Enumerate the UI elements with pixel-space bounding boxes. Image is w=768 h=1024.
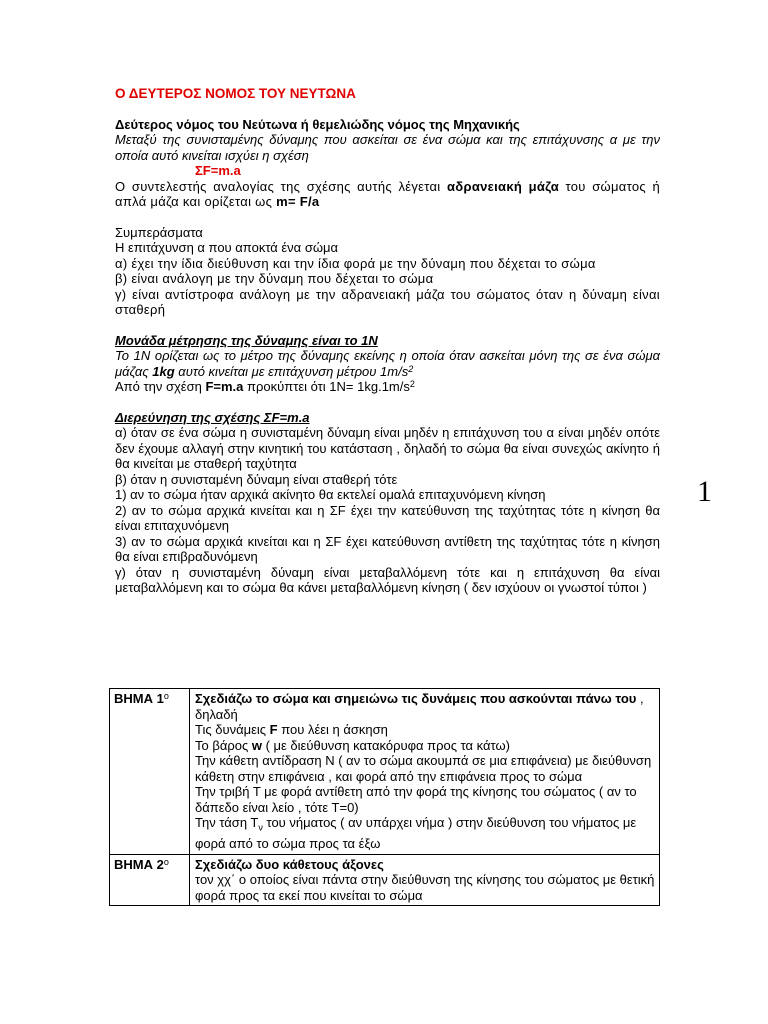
step-content [190,854,660,906]
document-title: Ο ΔΕΥΤΕΡΟΣ ΝΟΜΟΣ ΤΟΥ ΝΕΥΤΩΝΑ [115,86,356,101]
step-line: Την κάθετη αντίδραση Ν ( αν το σώμα ακουμπά σε μια επιφάνεια) με διεύθυνση κάθετη στην επιφάνεια , και φορά από την επιφάνεια προς το σώμα [195,753,652,784]
step-heading: Σχεδιάζω δυο κάθετους άξονες [195,856,384,872]
step-heading: Σχεδιάζω το σώμα και σημειώνω τις δυνάμεις που ασκούνται πάνω του [195,691,637,706]
law-statement: Μεταξύ της συνισταμένης δύναμης που ασκείται σε ένα σώμα και της επιτάχυνσης α με την οποία αυτό κινείται ισχύει η σχέση [115,132,660,163]
conclusions-heading: Συμπεράσματα [115,224,203,240]
unit-derivation: Από την σχέση F=m.a προκύπτει ότι $1N= 1kg.1m/s^2$ [115,379,415,394]
coefficient-paragraph: Ο συντελεστής αναλογίας της σχέσης αυτής λέγεται αδρανειακή μάζα του σώματος ή απλά μάζα και ορίζεται ως m= F/a [115,178,660,209]
analysis-heading: Διερεύνηση της σχέσης ΣF=m.a [115,409,310,425]
analysis-paragraph: 3) αν το σώμα αρχικά κινείται και η ΣF έχει κατεύθυνση αντίθετη της ταχύτητας τότε η κίνηση θα είναι επιβραδυνόμενη [115,533,660,564]
analysis-paragraph: β) όταν η συνισταμένη δύναμη είναι σταθερή τότε [115,471,398,487]
page-number: 1 [697,475,712,508]
analysis-paragraph: γ) όταν η συνισταμένη δύναμη είναι μεταβαλλόμενη τότε και η επιτάχυνση θα είναι μεταβαλλόμενη και το σώμα θα κάνει μεταβαλλόμενη κίνηση ( δεν ισχύουν οι γνωστοί τύποι ) [115,564,660,595]
analysis-paragraph: 1) αν το σώμα ήταν αρχικά ακίνητο θα εκτελεί ομαλά επιταχυνόμενη κίνηση [115,487,546,502]
step-label: ΒΗΜΑ $1^o$ [110,689,190,855]
step-line: τον χχ΄ ο οποίος είναι πάντα στην διεύθυνση της κίνησης του σώματος με θετική φορά προς τα εκεί που κινείται το σώμα [195,872,655,903]
table-row [110,854,660,906]
document-page [115,86,660,596]
table-row [110,689,660,855]
inertial-mass-term: αδρανειακή μάζα [447,178,560,194]
unit-heading: Μονάδα μέτρησης της δύναμης είναι το 1Ν [115,332,378,348]
conclusion-item: γ) είναι αντίστροφα ανάλογη με την αδρανειακή μάζα του σώματος όταν η δύναμη είναι σταθερή [115,286,660,317]
conclusion-item: β) είναι ανάλογη με την δύναμη που δέχεται το σώμα [115,271,434,286]
conclusions-intro: Η επιτάχυνση α που αποκτά ένα σώμα [115,240,338,255]
steps-table [109,688,660,906]
law-heading: Δεύτερος νόμος του Νεύτωνα ή θεμελιώδης νόμος της Μηχανικής [115,116,520,132]
step-line: Το βάρος w ( με διεύθυνση κατακόρυφα προς τα κάτω) [195,737,510,753]
law-formula: ΣF=m.a [195,163,241,178]
analysis-paragraph: α) όταν σε ένα σώμα η συνισταμένη δύναμη είναι μηδέν η επιτάχυνση του α είναι μηδέν οπότε δεν έχουμε αλλαγή στην κινητική του κατάσταση , δηλαδή το σώμα θα είναι συνεχώς ακίνητο ή θα κινείται με σταθερή ταχύτητα [115,425,660,471]
step-line: Την τριβή Τ με φορά αντίθετη από την φορά της κίνησης του σώματος ( αν το δάπεδο είναι λείο , τότε Τ=0) [195,784,637,815]
step-line: Την τάση $T_\nu$ του νήματος ( αν υπάρχει νήμα ) στην διεύθυνση του νήματος με φορά από το σώμα προς τα έξω [195,815,637,852]
step-label: ΒΗΜΑ $2^o$ [110,854,190,906]
unit-definition: Το 1Ν ορίζεται ως το μέτρο της δύναμης εκείνης η οποία όταν ασκείται μόνη της σε ένα σώμα μάζας 1kg αυτό κινείται με επιτάχυνση μέτρου $1m/s^2$ [115,348,660,379]
step-line: Τις δυνάμεις F που λέει η άσκηση [195,722,388,737]
mass-formula: m= F/a [276,194,320,209]
step-content: Σχεδιάζω το σώμα και σημειώνω τις δυνάμεις που ασκούνται πάνω του , δηλαδή Τις δυνάμεις F που λέει η άσκηση Το βάρος w ( με διεύθυνση κατακόρυφα προς τα κάτω) Την κάθετη αντίδραση Ν ( αν το σώμα ακουμπά σε μια επιφάνεια) με διεύθυνση κάθετη στην επιφάνεια , και φορά από την επιφάνεια προς το σώμα Την τριβή Τ με φορά αντίθετη από την φορά της κίνησης του σώματος ( αν το δάπεδο είναι λείο , τότε Τ=0) Την τάση $T_\nu$ του νήματος ( αν υπάρχει νήμα ) στην διεύθυνση του νήματος με φορά από το σώμα προς τα έξω [190,689,660,855]
analysis-paragraph: 2) αν το σώμα αρχικά κινείται και η ΣF έχει την κατεύθυνση της ταχύτητας τότε η κίνηση θα είναι επιταχυνόμενη [115,502,660,533]
conclusion-item: α) έχει την ίδια διεύθυνση και την ίδια φορά με την δύναμη που δέχεται το σώμα [115,255,596,271]
